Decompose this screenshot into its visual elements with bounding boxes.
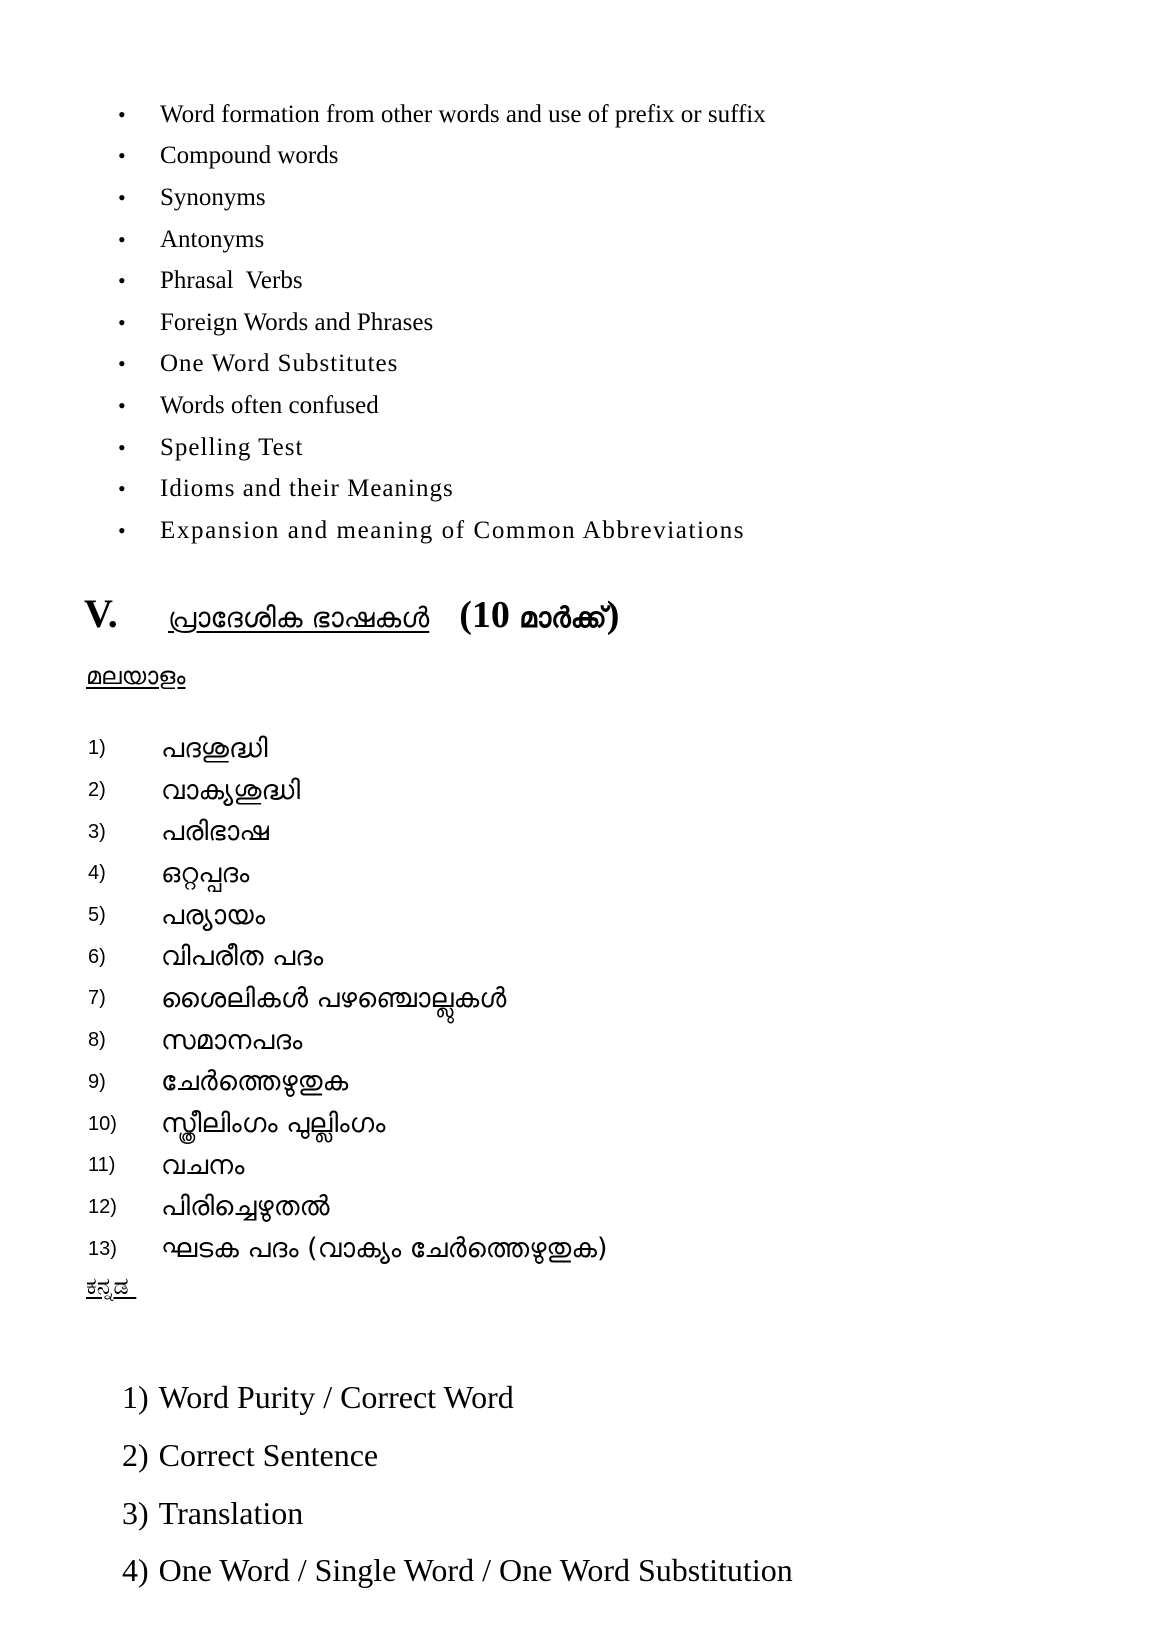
malayalam-topic-list: [88, 728, 608, 1270]
bullet-icon: •: [118, 476, 126, 502]
list-item: 12) പിരിച്ചെഴുതൽ: [88, 1191, 330, 1223]
list-item: 2) വാക്യശുദ്ധി: [88, 774, 301, 806]
topic-bullet-list: [118, 94, 766, 552]
list-item: • Spelling Test: [118, 433, 304, 461]
list-item: 3) Translation: [122, 1494, 304, 1531]
section-marks: (10 മാർക്ക്): [459, 594, 620, 636]
list-item: 7) ശൈലികൾ പഴഞ്ചൊല്ലുകൾ: [88, 982, 507, 1014]
list-item: 1) പദശുദ്ധി: [88, 732, 268, 764]
bullet-icon: •: [118, 517, 126, 543]
list-item: • Word formation from other words and use of prefix or suffix: [118, 100, 766, 128]
section-title: പ്രാദേശിക ഭാഷകൾ: [168, 601, 430, 634]
bullet-icon: •: [118, 184, 126, 210]
bullet-icon: •: [118, 434, 126, 460]
list-item: 4) One Word / Single Word / One Word Substitution: [122, 1552, 793, 1589]
list-item: • Phrasal Verbs: [118, 267, 303, 295]
list-item: • Expansion and meaning of Common Abbreviations: [118, 516, 746, 544]
list-item: • Idioms and their Meanings: [118, 475, 454, 503]
section-heading: [84, 590, 619, 637]
list-item: 8) സമാനപദം: [88, 1024, 303, 1056]
list-item: 1) Word Purity / Correct Word: [122, 1379, 514, 1416]
list-item: 6) വിപരീത പദം: [88, 941, 324, 973]
section-number: V.: [84, 591, 118, 636]
list-item: 3) പരിഭാഷ: [88, 816, 269, 848]
bullet-icon: •: [118, 101, 126, 127]
bullet-icon: •: [118, 351, 126, 377]
bullet-icon: •: [118, 309, 126, 335]
list-item: • Synonyms: [118, 183, 266, 211]
bullet-icon: •: [118, 143, 126, 169]
bullet-icon: •: [118, 268, 126, 294]
list-item: • Words often confused: [118, 391, 379, 419]
list-item: 9) ചേർത്തെഴുതുക: [88, 1066, 349, 1098]
list-item: 10) സ്ത്രീലിംഗം പുല്ലിംഗം: [88, 1108, 386, 1140]
bullet-icon: •: [118, 226, 126, 252]
kannada-topic-list: [122, 1369, 793, 1600]
list-item: 5) പര്യായം: [88, 899, 266, 931]
list-item: 11) വചനം: [88, 1149, 245, 1181]
list-item: • Foreign Words and Phrases: [118, 308, 434, 336]
list-item: 2) Correct Sentence: [122, 1437, 379, 1474]
list-item: • Antonyms: [118, 225, 265, 253]
malayalam-heading: മലയാളം: [86, 662, 186, 690]
kannada-heading: ಕನ್ನಡ: [86, 1272, 137, 1300]
list-item: • Compound words: [118, 142, 339, 170]
list-item: 4) ഒറ്റപ്പദം: [88, 857, 250, 889]
bullet-icon: •: [118, 392, 126, 418]
list-item: • One Word Substitutes: [118, 350, 399, 378]
list-item: 13) ഘടക പദം (വാക്യം ചേർത്തെഴുതുക): [88, 1233, 608, 1265]
